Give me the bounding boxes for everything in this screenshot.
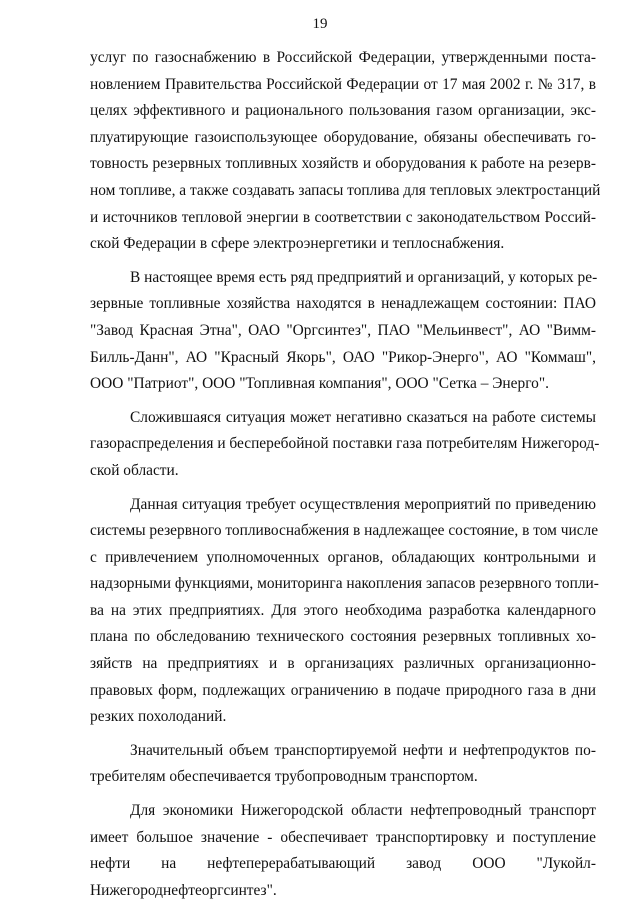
text-line: системы резервного топливоснабжения в надлежащее состояние, в том числе — [90, 522, 599, 540]
paragraph — [90, 798, 596, 904]
text-line: требителям обеспечивается трубопроводным транспортом. — [90, 768, 478, 786]
paragraph-gap — [90, 258, 596, 265]
paragraph — [90, 738, 596, 791]
text-line: зяйств на предприятиях и в организациях различных организационно- — [90, 655, 596, 673]
text-line: целях эффективного и рационального пользования газом организации, экс- — [90, 102, 596, 120]
text-line: Данная ситуация требует осуществления мероприятий по приведению — [130, 495, 596, 513]
text-line: имеет большое значение - обеспечивает транспортировку и поступление — [90, 828, 596, 846]
paragraph-gap — [90, 731, 596, 738]
text-line: Нижегороднефтеоргсинтез". — [90, 881, 277, 899]
text-line: и источников тепловой энергии в соответствии с законодательством Россий- — [90, 208, 596, 226]
text-line: ва на этих предприятиях. Для этого необходима разработка календарного — [90, 601, 596, 619]
text-line: резких похолоданий. — [90, 708, 227, 726]
paragraph — [90, 45, 601, 258]
text-line: газораспределения и бесперебойной поставки газа потребителям Нижегород- — [90, 435, 600, 453]
text-line: плуатирующие газоиспользующее оборудование, обязаны обеспечивать го- — [90, 128, 596, 146]
text-line: ном топливе, а также создавать запасы топлива для тепловых электростанций — [90, 181, 601, 199]
paragraph — [90, 492, 599, 731]
text-line: правовых форм, подлежащих ограничению в подаче природного газа в дни — [90, 681, 596, 699]
text-line: ООО "Патриот", ООО "Топливная компания", ООО "Сетка – Энерго". — [90, 375, 549, 393]
text-line: Для экономики Нижегородской области нефтепроводный транспорт — [130, 802, 596, 820]
text-line: новлением Правительства Российской Федерации от 17 мая 2002 г. № 317, в — [90, 75, 596, 93]
text-line: плана по обследованию технического состояния резервных топливных хо- — [90, 628, 596, 646]
text-line: "Завод Красная Этна", ОАО "Оргсинтез", ПАО "Мельинвест", АО "Вимм- — [90, 321, 596, 339]
text-line: нефти на нефтеперерабатывающий завод ООО "Лукойл- — [90, 855, 596, 873]
paragraph-gap — [90, 398, 596, 405]
text-line: Билль-Данн", АО "Красный Якорь", ОАО "Рикор-Энерго", АО "Коммаш", — [90, 348, 596, 366]
text-line: товность резервных топливных хозяйств и оборудования к работе на резерв- — [90, 155, 596, 173]
paragraph — [90, 265, 596, 398]
text-line: В настоящее время есть ряд предприятий и организаций, у которых ре- — [130, 268, 598, 286]
paragraph-gap — [90, 485, 596, 492]
text-line: ской области. — [90, 461, 179, 479]
text-line: с привлечением уполномоченных органов, обладающих контрольными и — [90, 548, 596, 566]
document-body — [90, 45, 601, 904]
text-line: услуг по газоснабжению в Российской Федерации, утвержденными поста- — [90, 49, 596, 66]
text-line: ской Федерации в сфере электроэнергетики и теплоснабжения. — [90, 235, 505, 253]
text-line: Значительный объем транспортируемой нефти и нефтепродуктов по- — [130, 741, 596, 759]
text-line: Сложившаяся ситуация может негативно сказаться на работе системы — [130, 408, 596, 426]
text-line: зервные топливные хозяйства находятся в ненадлежащем состоянии: ПАО — [90, 295, 596, 313]
paragraph — [90, 405, 600, 485]
paragraph-gap — [90, 791, 596, 798]
page-number: 19 — [312, 16, 328, 32]
text-line: надзорными функциями, мониторинга накопления запасов резервного топли- — [90, 575, 599, 593]
